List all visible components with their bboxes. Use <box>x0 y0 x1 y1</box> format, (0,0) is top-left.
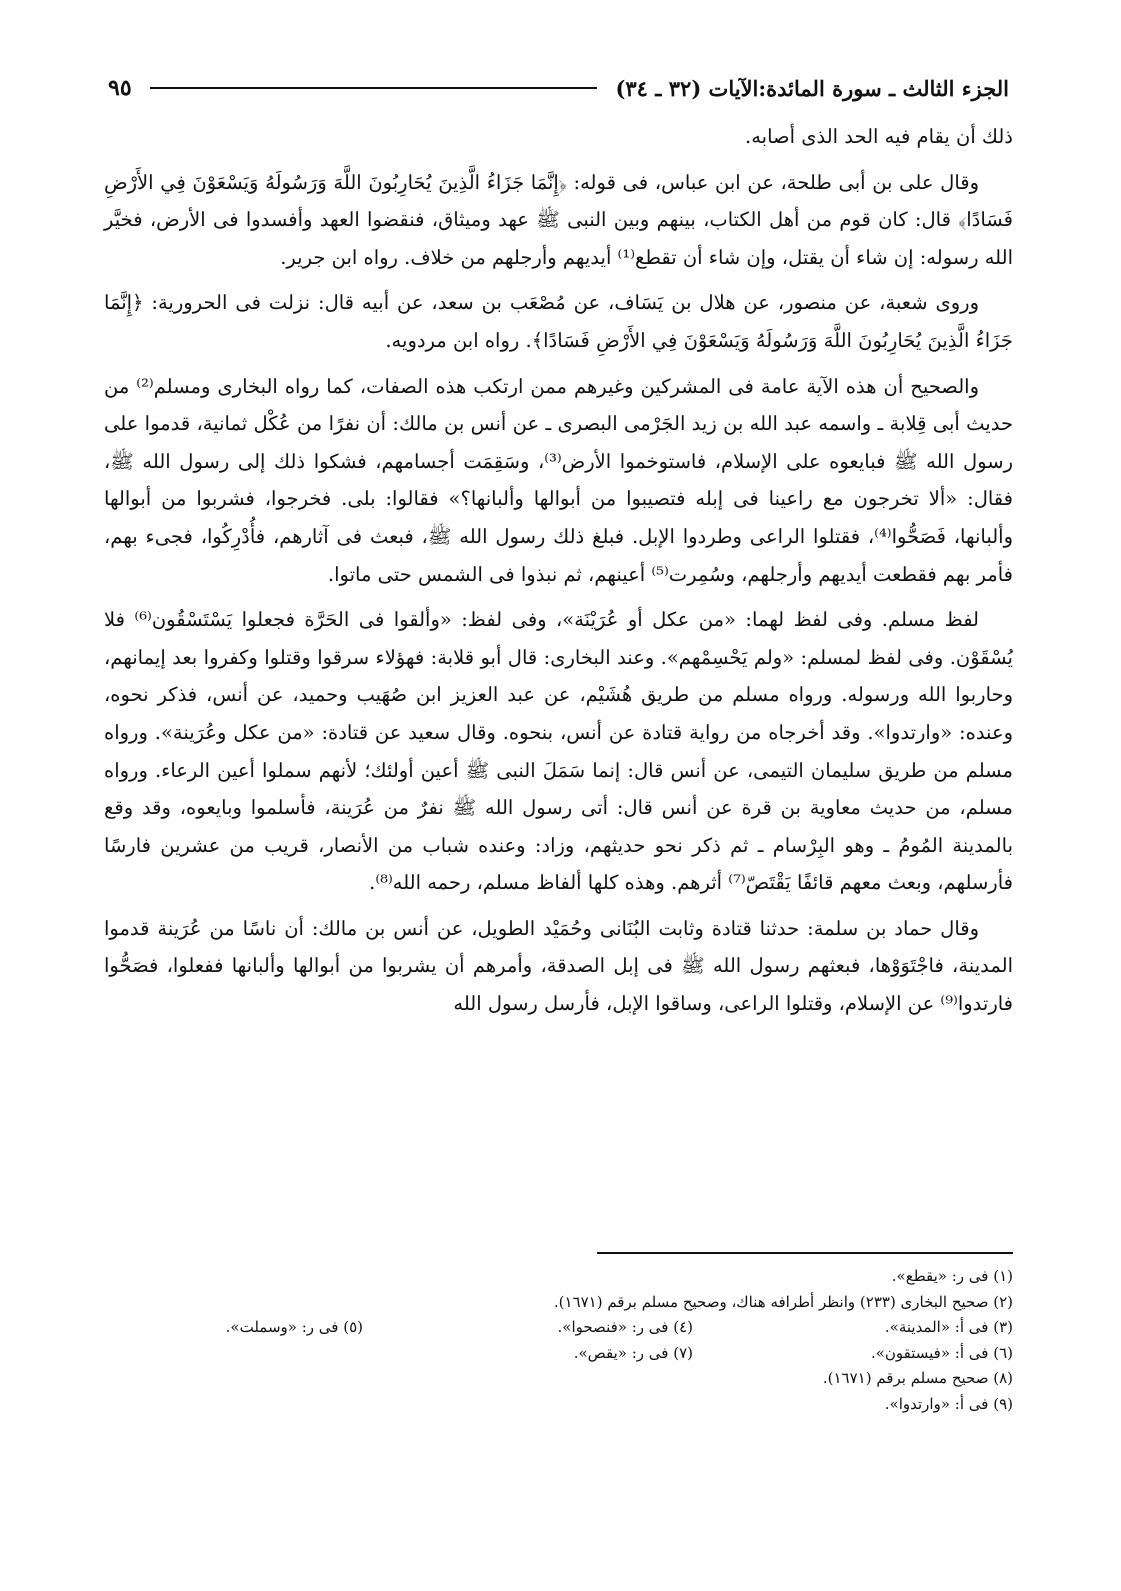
footnote-row-3 <box>104 1315 1013 1341</box>
footnotes <box>104 1264 1013 1417</box>
footnote-separator <box>597 1252 1013 1254</box>
paragraph-2: وقال على بن أبى طلحة، عن ابن عباس، فى قوله: ﴿إِنَّمَا جَزَاءُ الَّذِينَ يُحَارِبُونَ اللَّهَ وَرَسُولَهُ وَيَسْعَوْنَ فِي الأَرْضِ فَسَادًا﴾ قال: كان قوم من أهل الكتاب، بينهم وبين النبى ﷺ عهد وميثاق، فنقضوا العهد وأفسدوا فى الأرض، فخيَّر الله رسوله: إن شاء أن يقتل، وإن شاء أن تقطع⁽¹⁾ أيديهم وأرجلهم من خلاف. رواه ابن جرير. <box>104 170 1013 269</box>
paragraph-6: وقال حماد بن سلمة: حدثنا قتادة وثابت البُنَانى وحُمَيْد الطويل، عن أنس بن مالك: أن ناسًا من عُرَينة قدموا المدينة، فاجْتَوَوْها، فبعثهم رسول الله ﷺ فى إبل الصدقة، وأمرهم أن يشربوا من أبوالها وألبانها ففعلوا، فصَحُّوا فارتدوا⁽⁹⁾ عن الإسلام، وقتلوا الراعى، وساقوا الإبل، فأرسل رسول الله <box>104 916 1013 1016</box>
running-title: الجزء الثالث ـ سورة المائدة:الآيات (٣٢ ـ ٣٤) <box>615 75 1009 101</box>
footnote-row-1 <box>104 1264 1013 1290</box>
footnote-9: (٩) فى أ: «وارتدوا». <box>884 1394 1013 1413</box>
footnote-1: (١) فى ر: «يقطع». <box>891 1267 1013 1285</box>
footnote-7: (٧) فى ر: «يقص». <box>573 1343 693 1362</box>
main-text <box>104 118 1013 1031</box>
footnote-3: (٣) فى أ: «المدينة». <box>884 1318 1013 1336</box>
paragraph-3: وروى شعبة، عن منصور، عن هلال بن يَسَاف، عن مُصْعَب بن سعد، عن أبيه قال: نزلت فى الحرورية: ﴿إِنَّمَا جَزَاءُ الَّذِينَ يُحَارِبُونَ اللَّهَ وَرَسُولَهُ وَيَسْعَوْنَ فِي الأَرْضِ فَسَادًا﴾. رواه ابن مردويه. <box>104 291 1013 352</box>
paragraph-4: والصحيح أن هذه الآية عامة فى المشركين وغيرهم ممن ارتكب هذه الصفات، كما رواه البخارى ومسلم⁽²⁾ من حديث أبى قِلابة ـ واسمه عبد الله بن زيد الجَرْمى البصرى ـ عن أنس بن مالك: أن نفرًا من عُكْل ثمانية، قدموا على رسول الله ﷺ فبايعوه على الإسلام، فاستوخموا الأرض⁽³⁾، وسَقِمَت أجسامهم، فشكوا ذلك إلى رسول الله ﷺ، فقال: «ألا تخرجون مع راعينا فى إبله فتصيبوا من أبوالها وألبانها؟» فقالوا: بلى. فخرجوا، فشربوا من أبوالها وألبانها، فَصَحُّوا⁽⁴⁾، فقتلوا الراعى وطردوا الإبل. فبلغ ذلك رسول الله ﷺ، فبعث فى آثارهم، فأُدْرِكُوا، فجىء بهم، فأمر بهم فقطعت أيديهم وأرجلهم، وسُمِرت⁽⁵⁾ أعينهم، ثم نبذوا فى الشمس حتى ماتوا. <box>104 374 1013 586</box>
footnote-row-4 <box>104 1341 1013 1367</box>
footnote-row-6 <box>104 1392 1013 1418</box>
page-number: ٩٥ <box>108 75 132 101</box>
footnote-2: (٢) صحيح البخارى (٢٣٣) وانظر أطرافه هناك، وصحيح مسلم برقم (١٦٧١). <box>553 1292 1013 1311</box>
paragraph-1: ذلك أن يقام فيه الحد الذى أصابه. <box>745 125 1013 148</box>
footnote-8: (٨) صحيح مسلم برقم (١٦٧١). <box>822 1369 1013 1387</box>
footnote-6: (٦) فى أ: «فيستقون». <box>870 1343 1013 1362</box>
paragraph-5: لفظ مسلم. وفى لفظ لهما: «من عكل أو عُرَيْنَة»، وفى لفظ: «وألقوا فى الحَرَّة فجعلوا يَسْتَسْقُون⁽⁶⁾ فلا يُسْقَوْن. وفى لفظ لمسلم: «ولم يَحْسِمْهم». وعند البخارى: قال أبو قلابة: فهؤلاء سرقوا وقتلوا وكفروا بعد إيمانهم، وحاربوا الله ورسوله. ورواه مسلم من طريق هُشَيْم، عن عبد العزيز ابن صُهَيب وحميد، عن أنس، فذكر نحوه، وعنده: «وارتدوا». وقد أخرجاه من رواية قتادة عن أنس، بنحوه. وقال سعيد عن قتادة: «من عكل وعُرَينة». ورواه مسلم من طريق سليمان التيمى، عن أنس قال: إنما سَمَلَ النبى ﷺ أعين أولئك؛ لأنهم سملوا أعين الرعاء. ورواه مسلم، من حديث معاوية بن قرة عن أنس قال: أتى رسول الله ﷺ نفرٌ من عُرَينة، فأسلموا وبايعوه، وقد وقع بالمدينة المُومُ ـ وهو البِرْسام ـ ثم ذكر نحو حديثهم، وزاد: وعنده شباب من الأنصار، قريب من عشرين فارسًا فأرسلهم، وبعث معهم قائفًا يَقْتَصّ⁽⁷⁾ أثرهم. وهذه كلها ألفاظ مسلم، رحمه الله⁽⁸⁾. <box>104 608 1013 895</box>
page-header <box>108 68 1009 108</box>
header-rule <box>150 87 598 89</box>
footnote-row-2 <box>104 1290 1013 1316</box>
footnote-row-5 <box>104 1366 1013 1392</box>
footnote-4: (٤) فى ر: «فنصحوا». <box>557 1318 693 1336</box>
footnote-5: (٥) فى ر: «وسملت». <box>225 1318 363 1336</box>
